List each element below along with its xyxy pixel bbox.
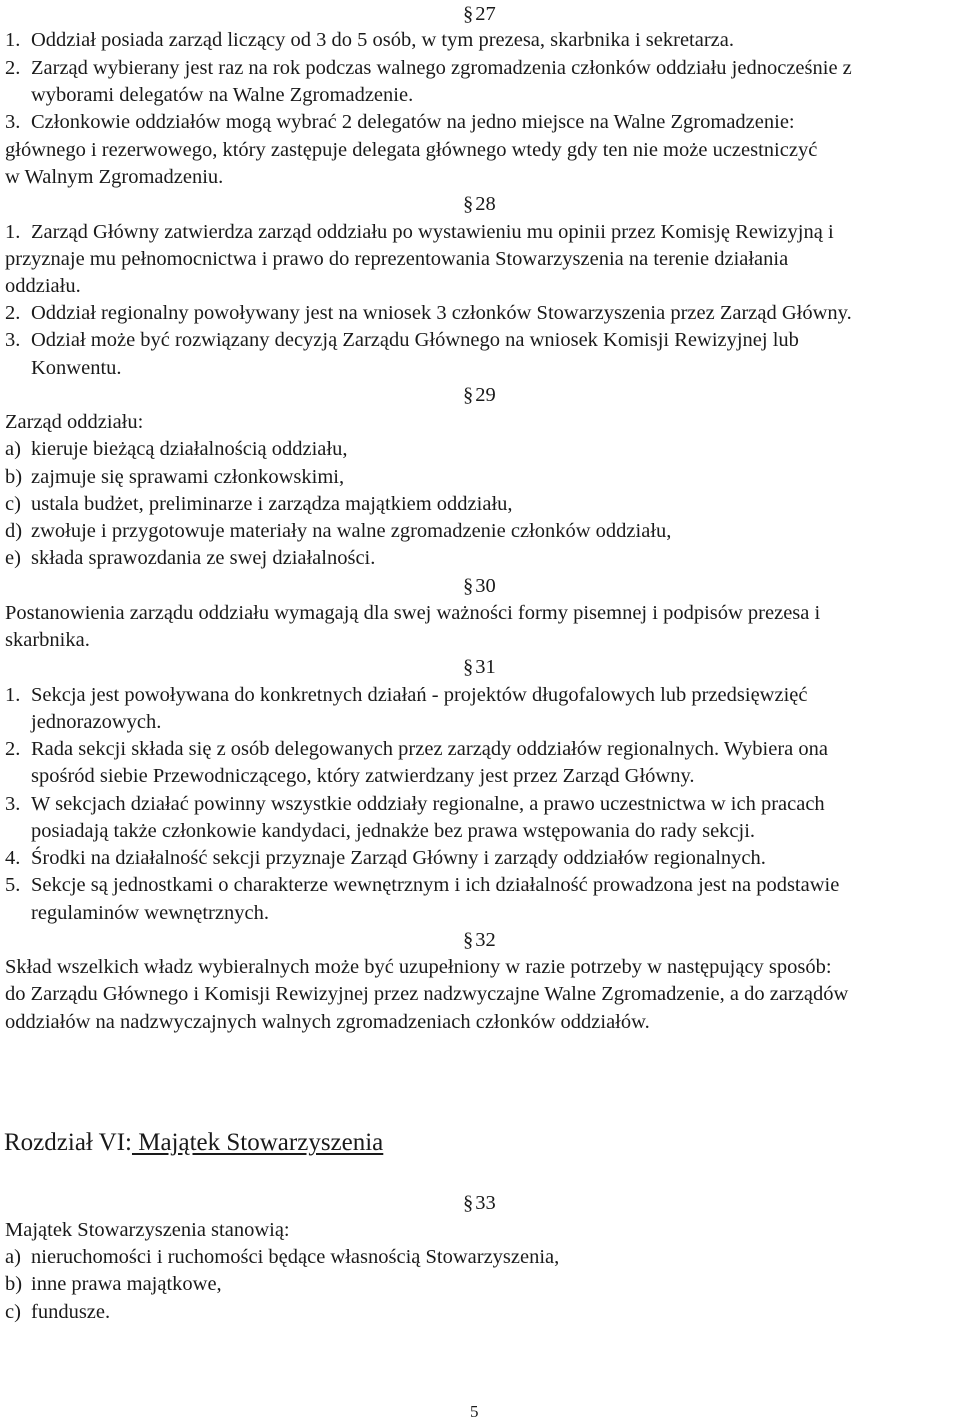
s32-line-2: do Zarządu Głównego i Komisji Rewizyjnej przez nadzwyczajne Walne Zgromadzenie, a do zarządów (5, 983, 849, 1005)
s28-item-1-line-3: oddziału. (5, 275, 81, 297)
page-number: 5 (470, 1402, 479, 1421)
s27-item-3-line-2: głównego i rezerwowego, który zastępuje delegata głównego wtedy gdy ten nie może uczestniczyć (5, 139, 818, 161)
section-28-heading: §28 (463, 193, 496, 215)
s32-line-3: oddziałów na nadzwyczajnych walnych zgromadzeniach członków oddziałów. (5, 1011, 650, 1033)
section-27-heading: §27 (463, 3, 496, 25)
s31-item-2-cont: spośród siebie Przewodniczącego, który zatwierdzany jest przez Zarząd Główny. (31, 765, 695, 787)
s33-item-b: b) inne prawa majątkowe, (5, 1273, 222, 1295)
chapter-title: Majątek Stowarzyszenia (131, 1129, 384, 1156)
s31-item-3: 3. W sekcjach działać powinny wszystkie oddziały regionalne, a prawo uczestnictwa w ich pracach (5, 793, 825, 815)
s27-item-1: 1. Oddział posiada zarząd liczący od 3 do 5 osób, w tym prezesa, skarbnika i sekretarza. (5, 29, 734, 51)
s31-item-1: 1. Sekcja jest powoływana do konkretnych działań - projektów długofalowych lub przedsięwzięć (5, 684, 808, 706)
section-32-heading: §32 (463, 929, 496, 951)
s27-item-3-line-3: w Walnym Zgromadzeniu. (5, 166, 224, 188)
s30-line-1: Postanowienia zarządu oddziału wymagają dla swej ważności formy pisemnej i podpisów prezesa i (5, 602, 821, 624)
s28-item-1: 1. Zarząd Główny zatwierdza zarząd oddziału po wystawieniu mu opinii przez Komisję Rewizyjną i (5, 221, 834, 243)
s30-line-2: skarbnika. (5, 629, 90, 651)
chapter-prefix: Rozdział VI: (4, 1129, 132, 1156)
s27-item-3: 3. Członkowie oddziałów mogą wybrać 2 delegatów na jedno miejsce na Walne Zgromadzenie: (5, 111, 795, 133)
s31-item-5: 5. Sekcje są jednostkami o charakterze wewnętrznym i ich działalność prowadzona jest na podstawie (5, 874, 840, 896)
s29-intro: Zarząd oddziału: (5, 411, 144, 433)
s31-item-3-cont: posiadają także członkowie kandydaci, jednakże bez prawa wstępowania do rady sekcji. (31, 820, 756, 842)
s29-item-a: a) kieruje bieżącą działalnością oddziału, (5, 438, 348, 460)
s31-item-4: 4. Środki na działalność sekcji przyznaje Zarząd Główny i zarządy oddziałów regionalnych. (5, 847, 766, 869)
s27-item-2-cont: wyborami delegatów na Walne Zgromadzenie. (31, 84, 414, 106)
section-30-heading: §30 (463, 575, 496, 597)
section-33-heading: §33 (463, 1192, 496, 1214)
s31-item-2: 2. Rada sekcji składa się z osób delegowanych przez zarządy oddziałów regionalnych. Wybiera ona (5, 738, 828, 760)
s29-item-e: e) składa sprawozdania ze swej działalności. (5, 547, 376, 569)
section-31-heading: §31 (463, 656, 496, 678)
s27-item-2: 2. Zarząd wybierany jest raz na rok podczas walnego zgromadzenia członków oddziału jednocześnie z (5, 57, 852, 79)
s29-item-d: d) zwołuje i przygotowuje materiały na walne zgromadzenie członków oddziału, (5, 520, 672, 542)
s31-item-1-cont: jednorazowych. (31, 711, 162, 733)
s33-intro: Majątek Stowarzyszenia stanowią: (5, 1219, 290, 1241)
section-29-heading: §29 (463, 384, 496, 406)
s28-item-3: 3. Odział może być rozwiązany decyzją Zarządu Głównego na wniosek Komisji Rewizyjnej lub (5, 329, 799, 351)
s28-item-2: 2. Oddział regionalny powoływany jest na wniosek 3 członków Stowarzyszenia przez Zarząd Główny. (5, 302, 852, 324)
s33-item-a: a) nieruchomości i ruchomości będące własnością Stowarzyszenia, (5, 1246, 560, 1268)
chapter-heading (4, 1127, 383, 1159)
s33-item-c: c) fundusze. (5, 1301, 111, 1323)
s28-item-3-cont: Konwentu. (31, 357, 122, 379)
s28-item-1-line-2: przyznaje mu pełnomocnictwa i prawo do reprezentowania Stowarzyszenia na terenie działania (5, 248, 789, 270)
s29-item-c: c) ustala budżet, preliminarze i zarządza majątkiem oddziału, (5, 493, 513, 515)
s31-item-5-cont: regulaminów wewnętrznych. (31, 902, 269, 924)
s29-item-b: b) zajmuje się sprawami członkowskimi, (5, 466, 345, 488)
s32-line-1: Skład wszelkich władz wybieralnych może być uzupełniony w razie potrzeby w następujący sposób: (5, 956, 832, 978)
